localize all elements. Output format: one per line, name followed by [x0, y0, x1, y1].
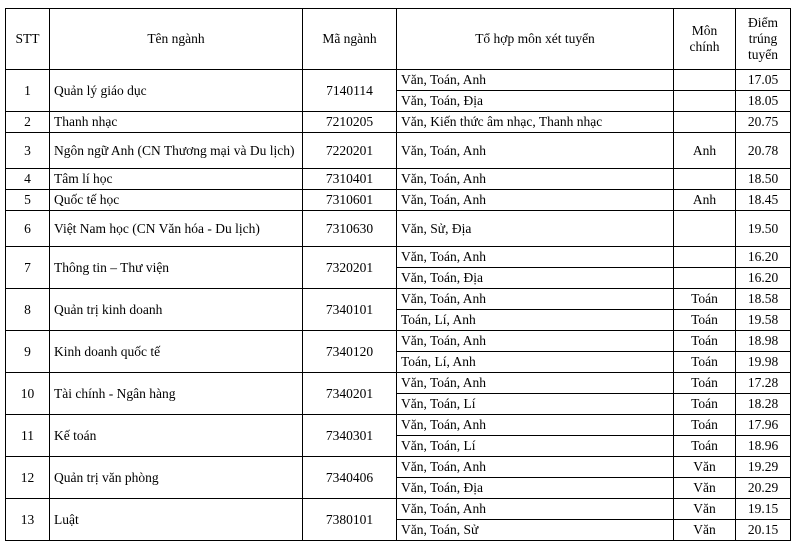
- cell-subject-combination: Toán, Lí, Anh: [397, 352, 674, 373]
- cell-major-code: 7340406: [303, 457, 397, 499]
- cell-main-subject: Toán: [674, 352, 736, 373]
- cell-benchmark-score: 18.96: [736, 436, 791, 457]
- cell-subject-combination: Văn, Toán, Anh: [397, 499, 674, 520]
- cell-benchmark-score: 17.28: [736, 373, 791, 394]
- cell-subject-combination: Văn, Toán, Anh: [397, 133, 674, 169]
- cell-stt: 2: [6, 112, 50, 133]
- table-row: [6, 289, 791, 310]
- cell-stt: 10: [6, 373, 50, 415]
- cell-main-subject: [674, 247, 736, 268]
- cell-subject-combination: Văn, Toán, Anh: [397, 331, 674, 352]
- cell-subject-combination: Văn, Toán, Anh: [397, 190, 674, 211]
- table-row: [6, 133, 791, 169]
- cell-major-code: 7320201: [303, 247, 397, 289]
- cell-main-subject: Toán: [674, 310, 736, 331]
- cell-major-name: Luật: [50, 499, 303, 541]
- cell-major-code: 7380101: [303, 499, 397, 541]
- cell-stt: 5: [6, 190, 50, 211]
- column-header-score: [736, 9, 791, 70]
- table-header: [6, 9, 791, 70]
- cell-benchmark-score: 18.28: [736, 394, 791, 415]
- cell-major-code: 7210205: [303, 112, 397, 133]
- cell-major-name: Thông tin – Thư viện: [50, 247, 303, 289]
- cell-stt: 9: [6, 331, 50, 373]
- cell-benchmark-score: 18.58: [736, 289, 791, 310]
- column-header-score-line3: tuyển: [748, 46, 778, 62]
- cell-major-code: 7340101: [303, 289, 397, 331]
- cell-main-subject: Toán: [674, 289, 736, 310]
- cell-major-code: 7340301: [303, 415, 397, 457]
- cell-main-subject: Toán: [674, 331, 736, 352]
- table-row: [6, 211, 791, 247]
- cell-stt: 4: [6, 169, 50, 190]
- cell-subject-combination: Văn, Toán, Anh: [397, 169, 674, 190]
- column-header-score-line2: trúng: [748, 31, 778, 47]
- cell-main-subject: [674, 112, 736, 133]
- table-row: [6, 112, 791, 133]
- cell-stt: 6: [6, 211, 50, 247]
- cell-main-subject: Toán: [674, 436, 736, 457]
- cell-major-code: 7310630: [303, 211, 397, 247]
- cell-major-name: Quốc tế học: [50, 190, 303, 211]
- table-row: [6, 457, 791, 478]
- cell-major-name: Tài chính - Ngân hàng: [50, 373, 303, 415]
- cell-main-subject: [674, 91, 736, 112]
- cell-major-code: 7340120: [303, 331, 397, 373]
- cell-benchmark-score: 18.98: [736, 331, 791, 352]
- cell-major-name: Tâm lí học: [50, 169, 303, 190]
- cell-subject-combination: Văn, Kiến thức âm nhạc, Thanh nhạc: [397, 112, 674, 133]
- cell-subject-combination: Văn, Toán, Sử: [397, 520, 674, 541]
- column-header-name: Tên ngành: [50, 9, 303, 70]
- column-header-combo: Tổ hợp môn xét tuyển: [397, 9, 674, 70]
- cell-subject-combination: Văn, Toán, Lí: [397, 436, 674, 457]
- cell-stt: 13: [6, 499, 50, 541]
- cell-benchmark-score: 17.05: [736, 70, 791, 91]
- cell-major-name: Thanh nhạc: [50, 112, 303, 133]
- cell-subject-combination: Văn, Toán, Địa: [397, 268, 674, 289]
- cell-major-code: 7310401: [303, 169, 397, 190]
- cell-major-name: Quản trị văn phòng: [50, 457, 303, 499]
- column-header-main-subject-line1: Môn: [691, 23, 718, 39]
- cell-main-subject: [674, 268, 736, 289]
- cell-subject-combination: Văn, Toán, Lí: [397, 394, 674, 415]
- cell-major-name: Quản lý giáo dục: [50, 70, 303, 112]
- cell-subject-combination: Văn, Toán, Anh: [397, 70, 674, 91]
- cell-main-subject: Toán: [674, 394, 736, 415]
- cell-benchmark-score: 20.78: [736, 133, 791, 169]
- cell-benchmark-score: 19.58: [736, 310, 791, 331]
- table-row: [6, 415, 791, 436]
- table-row: [6, 373, 791, 394]
- column-header-main-subject-line2: chính: [689, 39, 720, 54]
- cell-subject-combination: Văn, Toán, Anh: [397, 247, 674, 268]
- cell-main-subject: Văn: [674, 499, 736, 520]
- cell-major-code: 7220201: [303, 133, 397, 169]
- cell-benchmark-score: 16.20: [736, 268, 791, 289]
- cell-benchmark-score: 18.45: [736, 190, 791, 211]
- cell-subject-combination: Văn, Toán, Anh: [397, 457, 674, 478]
- cell-benchmark-score: 17.96: [736, 415, 791, 436]
- cell-main-subject: Anh: [674, 133, 736, 169]
- cell-major-code: 7310601: [303, 190, 397, 211]
- cell-main-subject: Văn: [674, 478, 736, 499]
- cell-benchmark-score: 19.50: [736, 211, 791, 247]
- cell-stt: 3: [6, 133, 50, 169]
- table-row: [6, 331, 791, 352]
- cell-main-subject: Văn: [674, 520, 736, 541]
- cell-stt: 11: [6, 415, 50, 457]
- table-row: [6, 190, 791, 211]
- cell-subject-combination: Văn, Toán, Địa: [397, 478, 674, 499]
- column-header-score-line1: Điểm: [748, 15, 778, 31]
- cell-main-subject: Anh: [674, 190, 736, 211]
- cell-major-code: 7340201: [303, 373, 397, 415]
- cell-main-subject: Toán: [674, 415, 736, 436]
- cell-stt: 1: [6, 70, 50, 112]
- table-row: [6, 247, 791, 268]
- cell-benchmark-score: 19.98: [736, 352, 791, 373]
- column-header-stt: STT: [6, 9, 50, 70]
- cell-major-code: 7140114: [303, 70, 397, 112]
- admission-scores-table: [5, 8, 791, 541]
- cell-main-subject: Toán: [674, 373, 736, 394]
- table-row: [6, 499, 791, 520]
- cell-subject-combination: Văn, Toán, Địa: [397, 91, 674, 112]
- cell-major-name: Kinh doanh quốc tế: [50, 331, 303, 373]
- column-header-code: Mã ngành: [303, 9, 397, 70]
- cell-main-subject: [674, 169, 736, 190]
- cell-major-name: Kế toán: [50, 415, 303, 457]
- cell-benchmark-score: 20.15: [736, 520, 791, 541]
- column-header-main-subject: [674, 9, 736, 70]
- cell-stt: 12: [6, 457, 50, 499]
- cell-subject-combination: Văn, Toán, Anh: [397, 415, 674, 436]
- cell-major-name: Quản trị kinh doanh: [50, 289, 303, 331]
- cell-benchmark-score: 20.29: [736, 478, 791, 499]
- cell-benchmark-score: 20.75: [736, 112, 791, 133]
- cell-subject-combination: Văn, Sử, Địa: [397, 211, 674, 247]
- cell-main-subject: Văn: [674, 457, 736, 478]
- cell-benchmark-score: 19.29: [736, 457, 791, 478]
- cell-major-name: Việt Nam học (CN Văn hóa - Du lịch): [50, 211, 303, 247]
- cell-subject-combination: Toán, Lí, Anh: [397, 310, 674, 331]
- cell-stt: 7: [6, 247, 50, 289]
- cell-benchmark-score: 16.20: [736, 247, 791, 268]
- cell-benchmark-score: 18.50: [736, 169, 791, 190]
- table-row: [6, 70, 791, 91]
- table-body: [6, 70, 791, 541]
- cell-stt: 8: [6, 289, 50, 331]
- cell-subject-combination: Văn, Toán, Anh: [397, 289, 674, 310]
- cell-major-name: Ngôn ngữ Anh (CN Thương mại và Du lịch): [50, 133, 303, 169]
- cell-benchmark-score: 19.15: [736, 499, 791, 520]
- cell-main-subject: [674, 70, 736, 91]
- header-row: [6, 9, 791, 70]
- cell-main-subject: [674, 211, 736, 247]
- table-row: [6, 169, 791, 190]
- cell-benchmark-score: 18.05: [736, 91, 791, 112]
- cell-subject-combination: Văn, Toán, Anh: [397, 373, 674, 394]
